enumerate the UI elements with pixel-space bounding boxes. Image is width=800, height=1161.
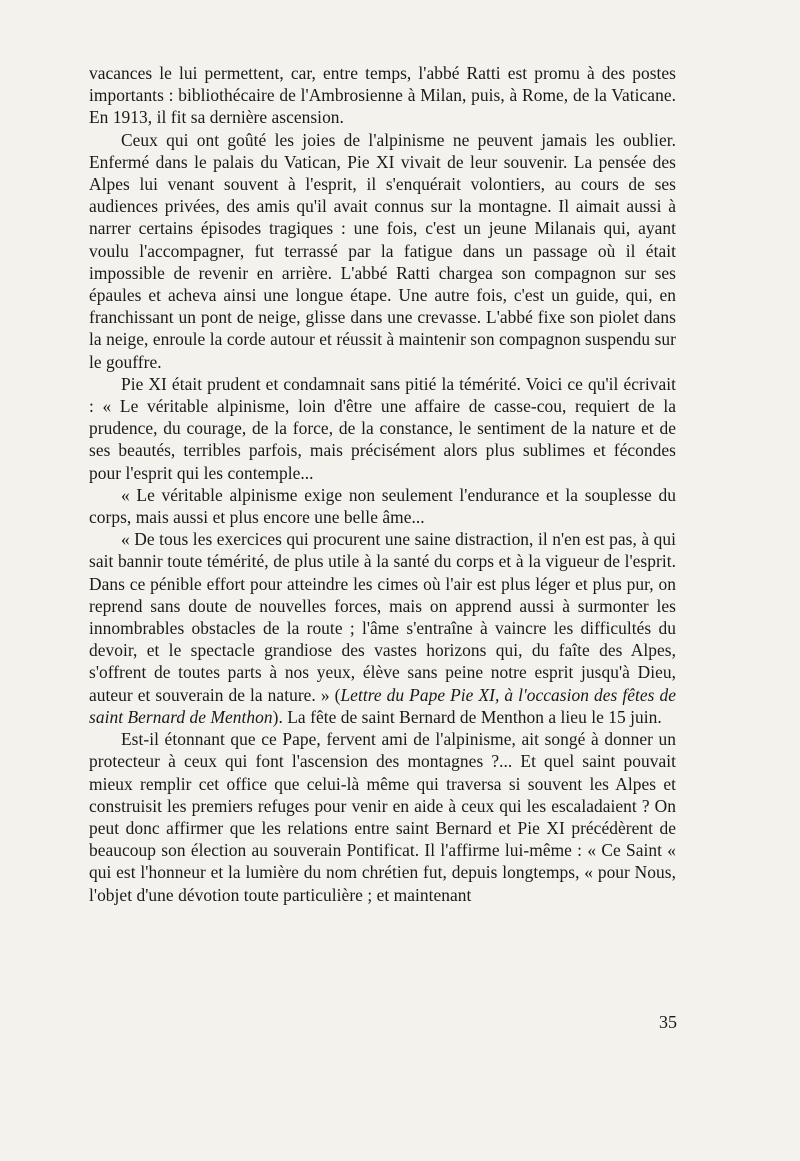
paragraph-5 [89,528,676,728]
paragraph-1: vacances le lui permettent, car, entre temps, l'abbé Ratti est promu à des postes importants : bibliothécaire de l'Ambrosienne à Milan, puis, à Rome, de la Vaticane. En 1913, il fit sa dernière ascension. [89,63,676,128]
paragraph-5-tail: ). La fête de saint Bernard de Menthon a lieu le 15 juin. [272,706,662,727]
paragraph-6: Est-il étonnant que ce Pape, fervent ami de l'alpinisme, ait songé à donner un protecteur à ceux qui font l'ascension des montagnes ?... Et quel saint pouvait mieux remplir cet office que celui-là même qui traversa si souvent les Alpes et construisit les premiers refuges pour venir en aide à ceux qui les escaladaient ? On peut donc affirmer que les relations entre saint Bernard et Pie XI précédèrent de beaucoup son élection au souverain Pontificat. Il l'affirme lui-même : « Ce Saint « qui est l'honneur et la lumière du nom chrétien fut, depuis longtemps, « pour Nous, l'objet d'une dévotion toute particulière ; et maintenant [89,729,676,905]
paragraph-2: Ceux qui ont goûté les joies de l'alpinisme ne peuvent jamais les oublier. Enfermé dans le palais du Vatican, Pie XI vivait de leur souvenir. La pensée des Alpes lui venant souvent à l'esprit, il s'enquérait volontiers, au cours de ses audiences privées, des amis qu'il avait connus sur la montagne. Il aimait aussi à narrer certains épisodes tragiques : une fois, c'est un jeune Milanais qui, ayant voulu l'accompagner, fut terrassé par la fatigue dans un passage où il était impossible de revenir en arrière. L'abbé Ratti chargea son compagnon sur ses épaules et acheva ainsi une longue étape. Une autre fois, c'est un guide, qui, en franchissant un pont de neige, glisse dans une crevasse. L'abbé fixe son piolet dans la neige, enroule la corde autour et réussit à maintenir son compagnon suspendu sur le gouffre. [89,129,676,372]
body-text [89,62,676,906]
paragraph-4: « Le véritable alpinisme exige non seulement l'endurance et la souplesse du corps, mais aussi et plus encore une belle âme... [89,484,676,528]
paragraph-3: Pie XI était prudent et condamnait sans pitié la témérité. Voici ce qu'il écrivait : « Le véritable alpinisme, loin d'être une affaire de casse-cou, requiert de la prudence, du courage, de la force, de la constance, le sentiment de la nature et de ses beautés, terribles parfois, mais précisément alors plus sublimes et fécondes pour l'esprit qui les contemple... [89,373,676,483]
page-number: 35 [659,1012,677,1032]
paragraph-5-main: « De tous les exercices qui procurent une saine distraction, il n'en est pas, à qui sait bannir toute témérité, de plus utile à la santé du corps et à la vigueur de l'esprit. Dans ce pénible effort pour atteindre les cimes où l'air est plus léger et plus pur, on reprend sans doute de nouvelles forces, mais on apprend aussi à surmonter les innombrables obstacles de la route ; l'âme s'entraîne à vaincre les difficultés du devoir, et le spectacle grandiose des vastes horizons qui, du faîte des Alpes, s'offrent de toutes parts à nos yeux, élève sans peine notre esprit jusqu'à Dieu, auteur et souverain de la nature. » ( [89,529,676,705]
letter-citation: Lettre du Pape Pie XI, à l'occasion des fêtes de saint Bernard de Menthon [89,684,676,727]
